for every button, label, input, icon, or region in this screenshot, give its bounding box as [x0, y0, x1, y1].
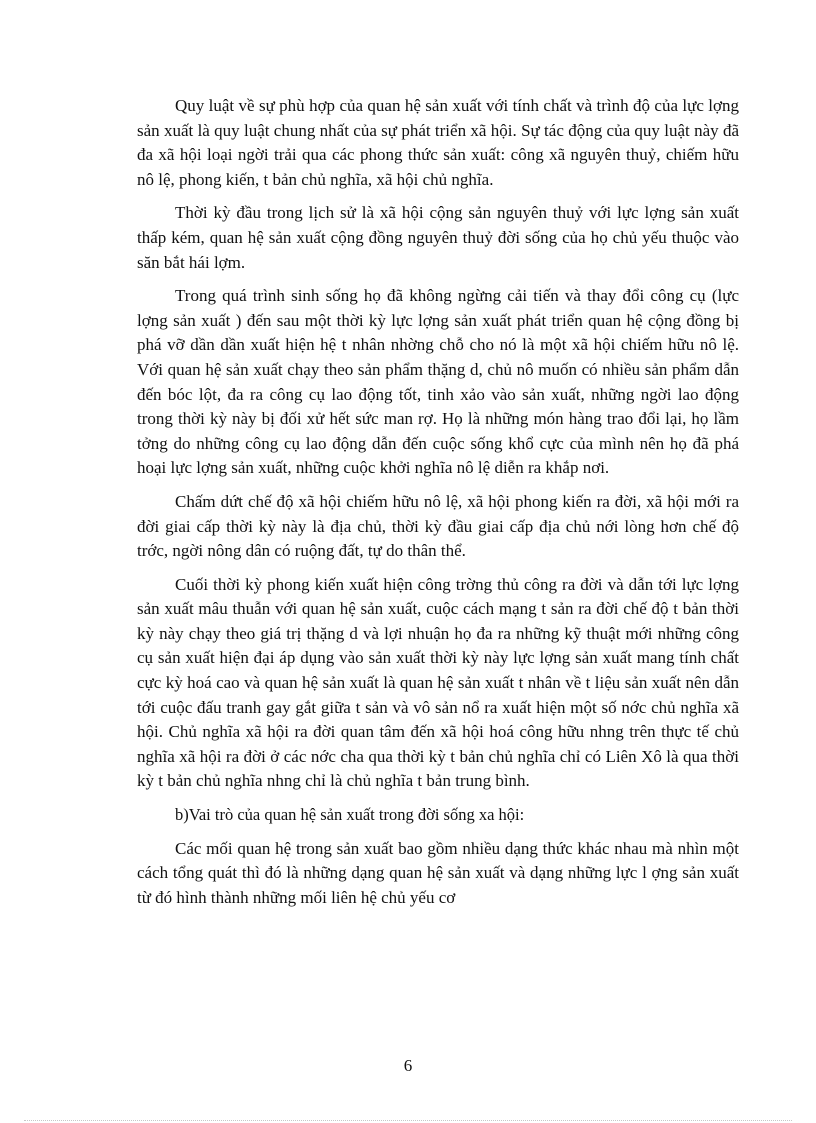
paragraph-4: Chấm dứt chế độ xã hội chiếm hữu nô lệ, xã hội phong kiến ra đời, xã hội mới ra đời giai cấp thời kỳ này là địa chủ, thời kỳ đầu giai cấp địa chủ nới lòng hơn chế độ trớc, ngời nông dân có ruộng đất, tự do thân thể.: [137, 491, 739, 561]
paragraph-3: Trong quá trình sinh sống họ đã không ngừng cải tiến và thay đổi công cụ (lực lợng sản xuất ) đến sau một thời kỳ lực lợng sản xuất phát triển quan hệ cộng đồng bị phá vỡ dần dần xuất hiện hệ t nhân nhờng chỗ cho nó là một xã hội chiếm hữu nô lệ. Với quan hệ sản xuất chạy theo sản phẩm thặng d, chủ nô muốn có nhiều sản phẩm dẫn đến bóc lột, đa ra công cụ lao động tốt, tinh xảo vào sản xuất, những ngời lao động trong thời kỳ này bị đối xử hết sức man rợ. Họ là những món hàng trao đổi lại, họ lầm tởng do những công cụ lao động dẫn đến cuộc sống khổ cực của mình nên họ đã phá hoại lực lợng sản xuất, những cuộc khởi nghĩa nô lệ diễn ra khắp nơi.: [137, 286, 739, 478]
page-number: 6: [403, 1056, 413, 1075]
section-heading: b)Vai trò của quan hệ sản xuất trong đời sống xa hội:: [175, 805, 525, 825]
paragraph-1: Quy luật về sự phù hợp của quan hệ sản xuất với tính chất và trình độ của lực lợng sản xuất là quy luật chung nhất của sự phát triển xã hội. Sự tác động của quy luật này đã đa xã hội loại ngời trải qua các phong thức sản xuất: công xã nguyên thuỷ, chiếm hữu nô lệ, phong kiến, t bản chủ nghĩa, xã hội chủ nghĩa.: [137, 96, 739, 189]
paragraph-6: Các mối quan hệ trong sản xuất bao gồm nhiều dạng thức khác nhau mà nhìn một cách tổng quát thì đó là những dạng quan hệ sản xuất và dạng những lực l ợng sản xuất từ đó hình thành những mối liên hệ chủ yếu cơ: [137, 838, 739, 907]
paragraph-2: Thời kỳ đầu trong lịch sử là xã hội cộng sản nguyên thuỷ với lực lợng sản xuất thấp kém, quan hệ sản xuất cộng đồng nguyên thuỷ đời sống của họ chủ yếu thuộc vào săn bắt hái lợm.: [137, 203, 739, 272]
page-bottom-divider: [24, 1120, 792, 1121]
paragraph-5: Cuối thời kỳ phong kiến xuất hiện công trờng thủ công ra đời và dẫn tới lực lợng sản xuất mâu thuẫn với quan hệ sản xuất, cuộc cách mạng t sản ra đời chế độ t bản thời kỳ này chạy theo giá trị thặng d và lợi nhuận họ đa ra những kỹ thuật mới những công cụ sản xuất hiện đại áp dụng vào sản xuất thời kỳ này lực lợng sản xuất mang tính chất cực kỳ hoá cao và quan hệ sản xuất là quan hệ sản xuất t nhân về t liệu sản xuất nên dẫn tới cuộc đấu tranh gay gắt giữa t sản và vô sản nổ ra xuất hiện một số nớc chủ nghĩa xã hội. Chủ nghĩa xã hội ra đời quan tâm đến xã hội hoá công hữu nhng trên thực tế chủ nghĩa xã hội ra đời ở các nớc cha qua thời kỳ t bản chủ nghĩa chỉ có Liên Xô là qua thời kỳ t bản chủ nghĩa nhng chỉ là chủ nghĩa t bản trung bình.: [137, 574, 739, 791]
body-text: [137, 94, 739, 919]
